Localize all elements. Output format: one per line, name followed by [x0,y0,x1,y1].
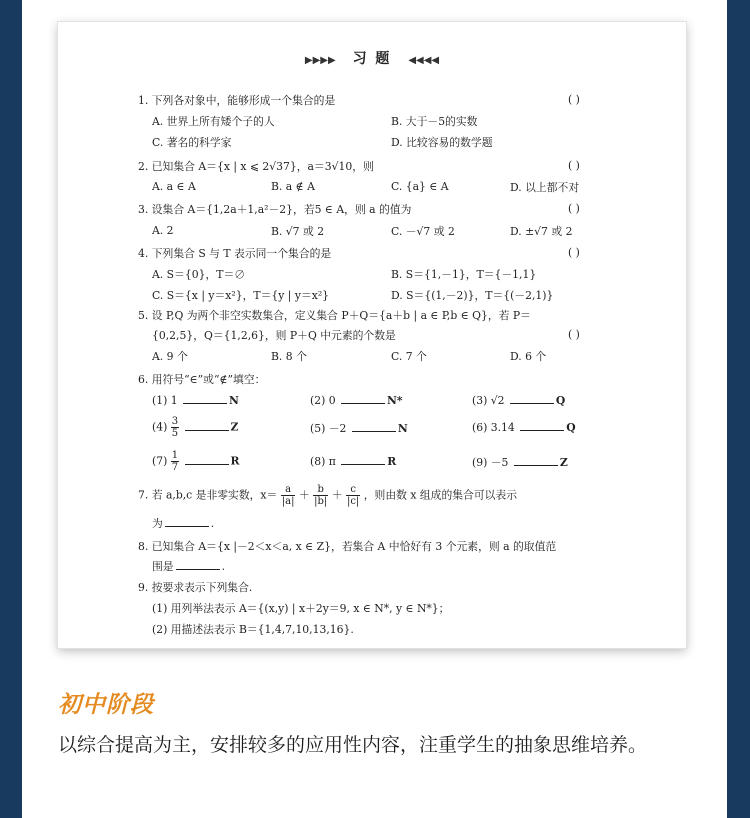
fill-prefix: (5) －2 [310,422,347,435]
q3-option-d: D. ±√7 或 2 [510,225,573,238]
question-8-line-1: 8. 已知集合 A＝{x |－2＜x＜a, x ∈ Z}，若集合 A 中恰好有 3 个元素，则 a 的取值范 [138,540,557,553]
fill-blank-5 [310,421,408,436]
fill-prefix: (9) －5 [472,456,509,469]
blank-line[interactable] [183,394,227,404]
fraction-b [313,484,328,507]
q5-option-a: A. 9 个 [152,350,188,363]
fraction-c [346,484,360,507]
blank-line[interactable] [510,394,554,404]
number-set: Z [230,420,239,434]
number-set: Z [559,456,568,469]
fraction [171,450,179,473]
q5-option-b: B. 8 个 [271,350,307,363]
number-set: N* [387,394,403,407]
q1-option-c: C. 著名的科学家 [152,136,232,149]
question-1: 1. 下列各对象中，能够形成一个集合的是 [138,94,336,107]
numerator: c [346,484,360,496]
blank-line[interactable] [520,421,564,431]
answer-paren-1: ( ) [568,93,580,106]
question-4: 4. 下列集合 S 与 T 表示同一个集合的是 [138,247,332,260]
fraction-a [281,484,296,507]
stage-description: 以综合提高为主，安排较多的应用性内容，注重学生的抽象思维培养。 [58,734,648,756]
question-2: 2. 已知集合 A＝{x | x ⩽ 2√37}，a＝3√10，则 [138,160,374,173]
denominator: |c| [346,496,360,507]
blank-line[interactable] [341,394,385,404]
q7-prefix: 7. 若 a,b,c 是非零实数，x＝ [138,488,278,502]
fill-blank-7 [152,450,240,473]
fill-blank-3 [472,394,565,407]
q4-option-a: A. S＝{0}，T＝∅ [152,268,246,281]
fill-blank-8 [310,455,396,468]
blank-line[interactable] [514,456,558,466]
denominator: |a| [281,496,295,507]
q8-line2-text: 围是 [152,560,174,573]
answer-paren-5: ( ) [568,328,580,341]
q1-option-d: D. 比较容易的数学题 [391,136,493,149]
q2-option-c: C. {a} ∈ A [391,180,449,193]
blank-line[interactable] [352,422,396,432]
numerator: 3 [171,416,179,427]
fill-prefix: (8) π [310,455,336,468]
q3-option-c: C. －√7 或 2 [391,225,455,238]
fill-blank-9 [472,455,568,470]
q8-period: . [221,560,226,573]
denominator: 5 [171,428,179,439]
q4-option-b: B. S＝{1,－1}，T＝{－1,1} [391,268,537,281]
numerator: a [281,484,296,496]
q5-option-d: D. 6 个 [510,350,547,363]
fill-prefix: (1) 1 [152,394,178,407]
fill-prefix: (2) 0 [310,394,336,407]
denominator: 7 [171,462,179,473]
fill-prefix: (7) [152,454,168,468]
question-5-line-1: 5. 设 P,Q 为两个非空实数集合，定义集合 P＋Q＝{a＋b | a ∈ P,b ∈ Q}，若 P＝ [138,309,531,322]
blank-line[interactable] [185,421,229,431]
answer-paren-4: ( ) [568,246,580,259]
q2-option-a: A. a ∈ A [152,180,196,193]
question-8-line-2 [152,559,225,574]
q3-option-b: B. √7 或 2 [271,225,325,238]
q4-option-c: C. S＝{x | y＝x²}，T＝{y | y＝x²} [152,289,330,302]
fill-blank-2 [310,394,403,407]
question-7-line-1 [138,484,517,507]
q7-suffix: ，则由数 x 组成的集合可以表示 [363,488,518,502]
number-set: R [230,454,240,468]
blank-line[interactable] [185,455,229,465]
blank-line[interactable] [341,455,385,465]
fraction [171,416,179,439]
blank-line[interactable] [165,517,209,527]
exercise-sheet [58,22,686,648]
question-6: 6. 用符号“∈”或“∉”填空： [138,373,266,386]
numerator: b [313,484,328,496]
number-set: Q [566,421,576,434]
title-arrows-right: ◀◀◀◀ [408,55,440,66]
question-9: 9. 按要求表示下列集合. [138,581,253,594]
q5-option-c: C. 7 个 [391,350,427,363]
question-5-line-2: {0,2,5}，Q＝{1,2,6}，则 P＋Q 中元素的个数是 [152,329,396,342]
q2-option-b: B. a ∉ A [271,180,315,193]
question-3: 3. 设集合 A＝{1,2a＋1,a²－2}，若5 ∈ A，则 a 的值为 [138,203,412,216]
question-9-part-1: (1) 用列举法表示 A＝{(x,y) | x＋2y＝9, x ∈ N*, y ∈ N*}； [152,602,450,615]
fill-blank-6 [472,421,576,434]
fill-blank-4 [152,416,238,439]
fill-blank-1 [152,394,239,407]
q1-option-b: B. 大于－5的实数 [391,115,478,128]
plus-sign: ＋ [331,488,343,502]
q2-option-d: D. 以上都不对 [510,181,580,194]
denominator: |b| [314,496,328,507]
number-set: Q [555,394,566,407]
fill-prefix: (3) √2 [472,394,505,407]
plus-sign: ＋ [298,488,310,502]
q3-option-a: A. 2 [152,224,174,237]
question-7-line-2 [152,516,214,531]
answer-paren-3: ( ) [568,202,580,215]
number-set: N [397,422,408,435]
title-text: 习 题 [352,51,392,67]
fill-prefix: (4) [152,420,168,434]
q7-period: . [210,517,215,530]
exercise-title [58,48,686,68]
question-9-part-2: (2) 用描述法表示 B＝{1,4,7,10,13,16}. [152,623,354,636]
title-arrows-left: ▶▶▶▶ [304,55,336,66]
answer-paren-2: ( ) [568,159,580,172]
blank-line[interactable] [176,560,220,570]
number-set: R [387,455,397,468]
q1-option-a: A. 世界上所有矮个子的人 [152,115,275,128]
numerator: 1 [171,450,179,461]
number-set: N [229,394,239,407]
q7-line2-text: 为 [152,517,163,530]
fill-prefix: (6) 3.14 [472,421,515,434]
stage-heading: 初中阶段 [58,692,154,718]
q4-option-d: D. S＝{(1,－2)}，T＝{(－2,1)} [391,289,554,302]
